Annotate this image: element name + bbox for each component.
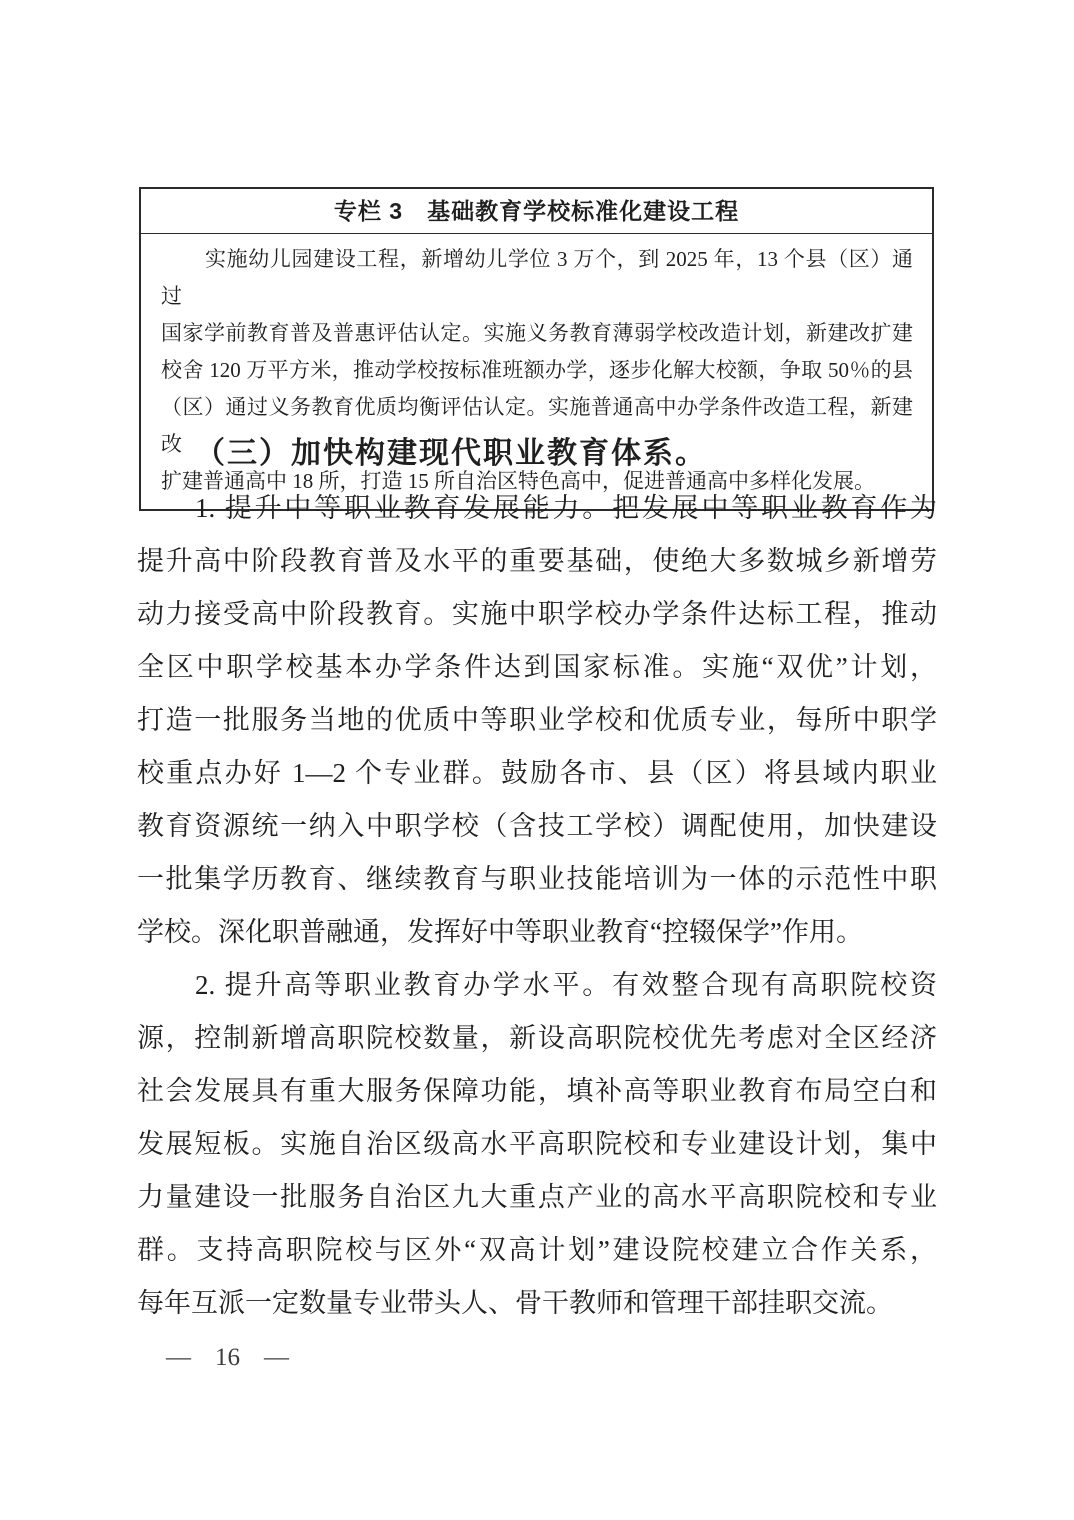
text-line: 国家学前教育普及普惠评估认定。实施义务教育薄弱学校改造计划，新建改扩建: [161, 321, 913, 345]
text-line: 动力接受高中阶段教育。实施中职学校办学条件达标工程，推动: [137, 599, 937, 629]
text-line: 每年互派一定数量专业带头人、骨干教师和管理干部挂职交流。: [137, 1288, 893, 1318]
text-line: 1. 提升中等职业教育发展能力。把发展中等职业教育作为: [195, 493, 937, 523]
text-line: 校重点办好 1—2 个专业群。鼓励各市、县（区）将县域内职业: [137, 758, 937, 788]
page-number: 16: [215, 1344, 240, 1371]
text-line: 打造一批服务当地的优质中等职业学校和优质专业，每所中职学: [137, 705, 937, 735]
text-line: 2. 提升高等职业教育办学水平。有效整合现有高职院校资: [195, 970, 937, 1000]
text-line: 源，控制新增高职院校数量，新设高职院校优先考虑对全区经济: [137, 1023, 937, 1053]
text-line: 全区中职学校基本办学条件达到国家标准。实施“双优”计划，: [137, 652, 937, 682]
text-line: 学校。深化职普融通，发挥好中等职业教育“控辍保学”作用。: [137, 917, 863, 947]
text-line: 校舍 120 万平方米，推动学校按标准班额办学，逐步化解大校额，争取 50％的县: [161, 358, 913, 382]
text-line: 扩建普通高中 18 所，打造 15 所自治区特色高中，促进普通高中多样化发展。: [161, 469, 875, 493]
paragraph-1: [137, 482, 937, 959]
section-heading: （三）加快构建现代职业教育体系。: [195, 437, 707, 470]
text-line: （区）通过义务教育优质均衡评估认定。实施普通高中办学条件改造工程，新建改: [161, 395, 913, 456]
text-line: 力量建设一批服务自治区九大重点产业的高水平高职院校和专业: [137, 1182, 937, 1212]
text-line: 教育资源统一纳入中职学校（含技工学校）调配使用，加快建设: [137, 811, 937, 841]
paragraph-2: [137, 959, 937, 1330]
text-line: 实施幼儿园建设工程，新增幼儿学位 3 万个，到 2025 年，13 个县（区）通过: [161, 247, 913, 308]
text-line: 发展短板。实施自治区级高水平高职院校和专业建设计划，集中: [137, 1129, 937, 1159]
text-line: 社会发展具有重大服务保障功能，填补高等职业教育布局空白和: [137, 1076, 937, 1106]
text-line: 一批集学历教育、继续教育与职业技能培训为一体的示范性中职: [137, 864, 937, 894]
document-body: [137, 426, 937, 1330]
callout-box-title: 专栏 3 基础教育学校标准化建设工程: [141, 189, 932, 234]
text-line: 群。支持高职院校与区外“双高计划”建设院校建立合作关系，: [137, 1235, 937, 1265]
text-line: 提升高中阶段教育普及水平的重要基础，使绝大多数城乡新增劳: [137, 546, 937, 576]
page-footer: [166, 1344, 289, 1372]
footer-left-dash: —: [166, 1344, 191, 1371]
footer-right-dash: —: [264, 1344, 289, 1371]
